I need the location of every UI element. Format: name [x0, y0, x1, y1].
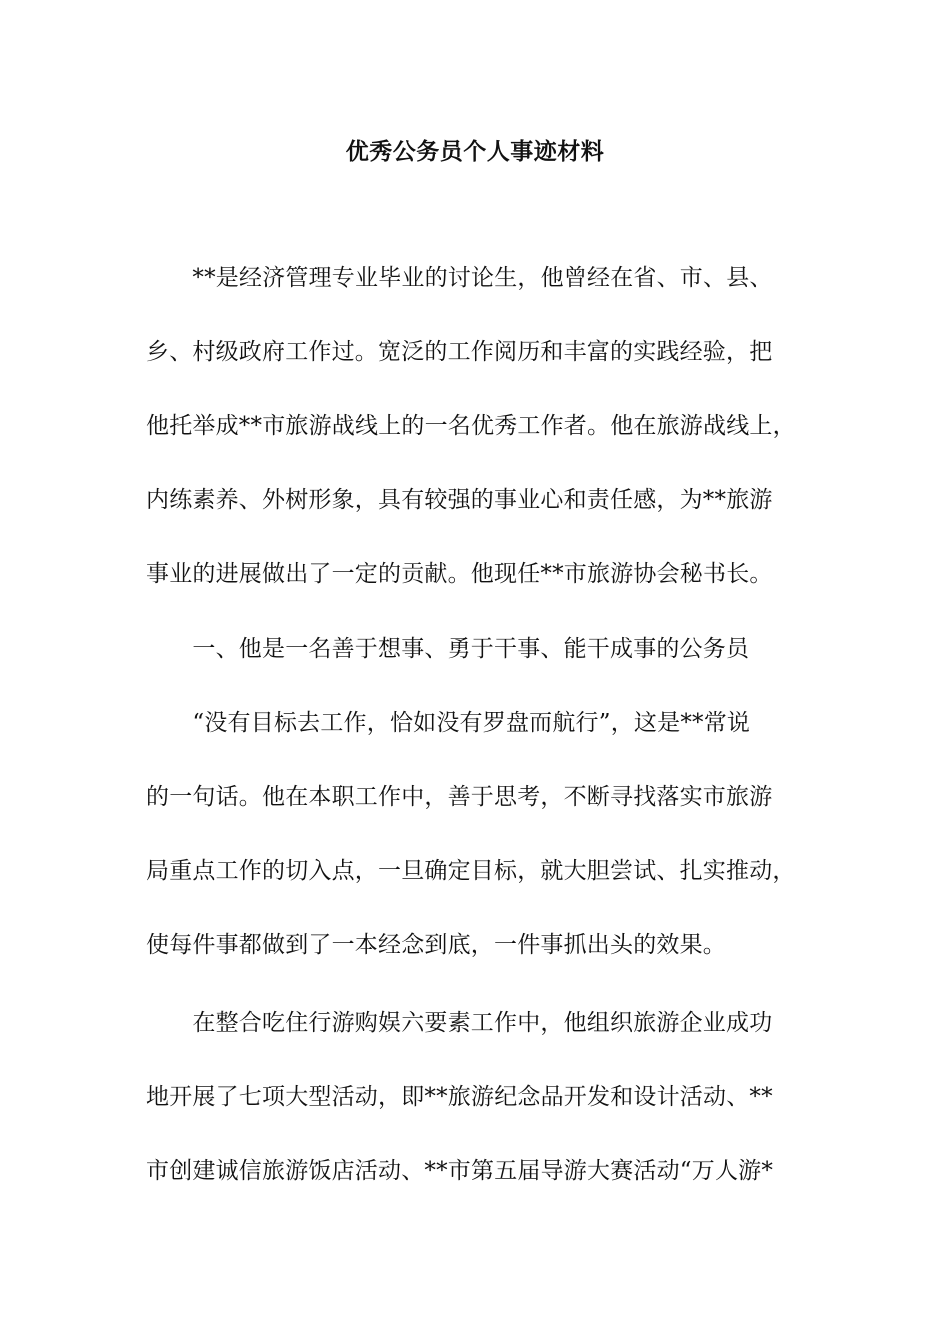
- body-line: 的一句话。他在本职工作中，善于思考，不断寻找落实市旅游: [146, 784, 773, 810]
- section-heading: 一、他是一名善于想事、勇于干事、能干成事的公务员: [146, 636, 750, 662]
- body-line: 乡、村级政府工作过。宽泛的工作阅历和丰富的实践经验，把: [146, 339, 773, 365]
- body-line: 使每件事都做到了一本经念到底，一件事抓出头的效果。: [146, 932, 726, 958]
- body-line: 地开展了七项大型活动，即**旅游纪念品开发和设计活动、**: [146, 1084, 773, 1110]
- body-line: **是经济管理专业毕业的讨论生，他曾经在省、市、县、: [146, 265, 773, 291]
- body-line: 局重点工作的切入点，一旦确定目标，就大胆尝试、扎实推动，: [146, 858, 796, 884]
- body-line: 市创建诚信旅游饭店活动、**市第五届导游大赛活动“万人游*: [146, 1158, 774, 1184]
- body-line: 事业的进展做出了一定的贡献。他现任**市旅游协会秘书长。: [146, 561, 773, 587]
- body-line: “没有目标去工作，恰如没有罗盘而航行”，这是**常说: [146, 710, 751, 736]
- body-line: 在整合吃住行游购娱六要素工作中，他组织旅游企业成功: [146, 1010, 773, 1036]
- body-line: 他托举成**市旅游战线上的一名优秀工作者。他在旅游战线上，: [146, 413, 796, 439]
- document-title: 优秀公务员个人事迹材料: [345, 139, 605, 165]
- body-line: 内练素养、外树形象，具有较强的事业心和责任感，为**旅游: [146, 487, 773, 513]
